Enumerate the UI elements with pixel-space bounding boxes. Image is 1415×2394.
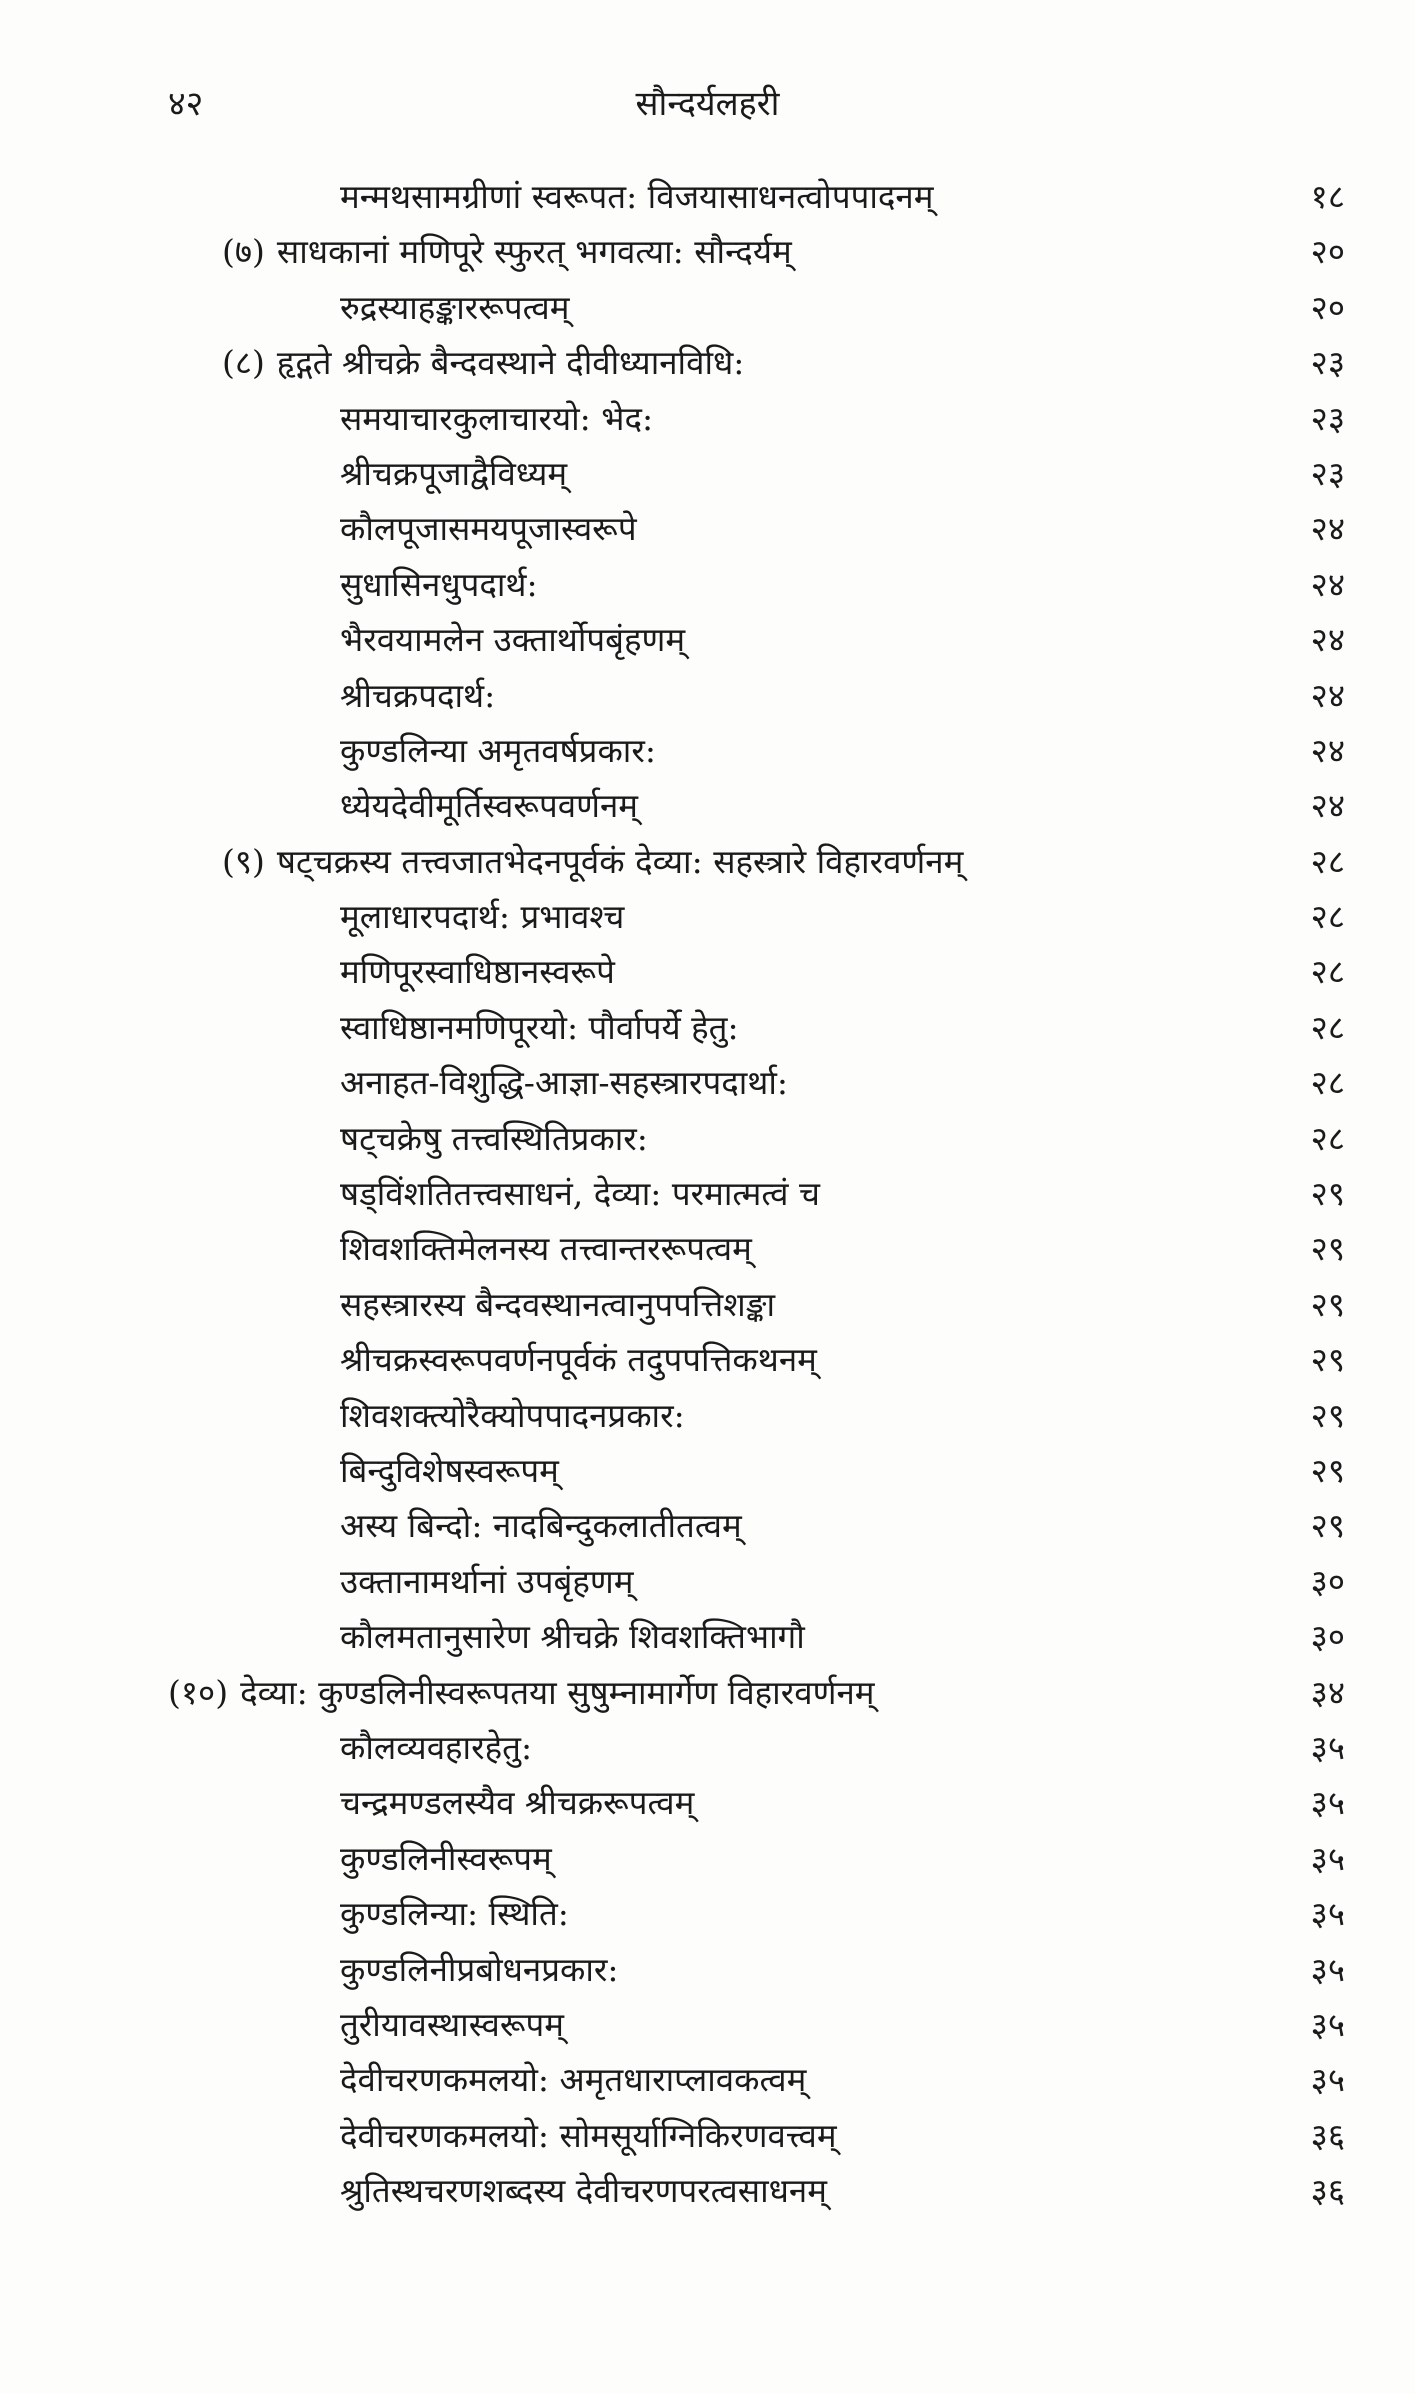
toc-page-number: १८ xyxy=(1310,177,1345,216)
toc-entry-title xyxy=(340,2004,564,2046)
toc-entry-label: श्रीचक्रपूजाद्वैविध्यम् xyxy=(340,453,568,493)
toc-entry-label: श्रीचक्रपदार्थ: xyxy=(340,675,496,715)
toc-entry-label: देव्या: कुण्डलिनीस्वरूपतया सुषुम्नामार्गेण विहारवर्णनम् xyxy=(240,1672,875,1712)
toc-entry-label: श्रुतिस्थचरणशब्दस्य देवीचरणपरत्वसाधनम् xyxy=(340,2171,827,2211)
toc-page-number: ३५ xyxy=(1310,1783,1345,1823)
toc-entry-label: कौलपूजासमयपूजास्वरूपे xyxy=(340,509,637,549)
toc-page-number: २९ xyxy=(1310,1450,1345,1490)
toc-page-number: २९ xyxy=(1310,1506,1345,1546)
toc-page-number: ३० xyxy=(1310,1561,1345,1601)
toc-page-number: २९ xyxy=(1310,1174,1345,1214)
toc-entry-title xyxy=(340,1893,569,1935)
toc-entry-label: सुधासिनधुपदार्थ: xyxy=(340,564,538,604)
toc-entry-title xyxy=(340,508,637,550)
toc-entry-row xyxy=(0,1832,1415,1887)
toc-entry-title xyxy=(340,1118,648,1160)
toc-entry-row xyxy=(0,1333,1415,1388)
toc-entry-label: कुण्डलिनीप्रबोधनप्रकार: xyxy=(340,1949,619,1989)
toc-entry-label: साधकानां मणिपूरे स्फुरत् भगवत्या: सौन्दर्यम् xyxy=(276,232,792,272)
toc-page-number: २३ xyxy=(1310,343,1345,383)
toc-entry-title xyxy=(340,453,567,495)
toc-entry-row xyxy=(0,447,1415,502)
toc-section-row xyxy=(0,835,1415,890)
toc-entry-label: कौलव्यवहारहेतु: xyxy=(340,1727,533,1767)
toc-page-number: २४ xyxy=(1310,675,1345,715)
toc-entry-title xyxy=(340,730,656,772)
toc-entry-row xyxy=(0,1056,1415,1111)
toc-entry-title xyxy=(340,398,653,440)
toc-entry-label: षड्विंशतितत्त्वसाधनं, देव्या: परमात्मत्वं च xyxy=(340,1174,820,1214)
toc-entry-title xyxy=(340,619,685,661)
toc-section-row xyxy=(0,1666,1415,1721)
toc-entry-label: षट्चक्रस्य तत्त्वजातभेदनपूर्वकं देव्या: सहस्त्रारे विहारवर्णनम् xyxy=(276,841,964,881)
toc-entry-label: शिवशक्त्योरैक्योपपादनप्रकार: xyxy=(340,1395,685,1435)
toc-entry-title xyxy=(340,785,638,827)
toc-page-number: ३५ xyxy=(1310,2060,1345,2100)
toc-page-number: २८ xyxy=(1310,1063,1345,1103)
toc-entry-label: बिन्दुविशेषस्वरूपम् xyxy=(340,1450,559,1490)
toc-entry-label: कुण्डलिन्या अमृतवर्षप्रकार: xyxy=(340,730,656,770)
toc-entry-row xyxy=(0,945,1415,1000)
toc-entry-row xyxy=(0,502,1415,557)
toc-entry-title xyxy=(340,1561,634,1603)
toc-page-number: ३५ xyxy=(1310,2004,1345,2044)
toc-entry-title xyxy=(340,1339,817,1381)
toc-entry-label: मन्मथसामग्रीणां स्वरूपत: विजयासाधनत्वोपपादनम् xyxy=(340,177,934,216)
toc-entry-row xyxy=(0,613,1415,668)
toc-entry-label: षट्चक्रेषु तत्त्वस्थितिप्रकार: xyxy=(340,1118,648,1158)
toc-entry-label: कौलमतानुसारेण श्रीचक्रे शिवशक्तिभागौ xyxy=(340,1617,805,1657)
toc-page-number: ३५ xyxy=(1310,1838,1345,1878)
toc-entry-row xyxy=(0,890,1415,945)
toc-page-number: २८ xyxy=(1310,1118,1345,1158)
toc-entry-title xyxy=(222,841,963,883)
toc-entry-title xyxy=(340,1284,775,1326)
toc-entry-row xyxy=(0,1389,1415,1444)
toc-entry-title xyxy=(340,2170,827,2212)
toc-entry-label: श्रीचक्रस्वरूपवर्णनपूर्वकं तदुपपत्तिकथनम् xyxy=(340,1340,817,1380)
toc-entry-label: कुण्डलिनीस्वरूपम् xyxy=(340,1838,552,1878)
toc-entry-label: कुण्डलिन्या: स्थिति: xyxy=(340,1894,569,1934)
toc-page-number: २९ xyxy=(1310,1395,1345,1435)
toc-entry-row xyxy=(0,724,1415,779)
toc-page-number: २८ xyxy=(1310,841,1345,881)
toc-entry-label: रुद्रस्याहङ्काररूपत्वम् xyxy=(340,287,570,327)
toc-entry-title xyxy=(340,951,615,993)
toc-entry-row xyxy=(0,1222,1415,1277)
toc-page-number: २० xyxy=(1310,287,1345,327)
toc-entry-row xyxy=(0,2053,1415,2108)
toc-section-row xyxy=(0,336,1415,391)
toc-entry-title xyxy=(222,231,792,273)
toc-entry-row xyxy=(0,1001,1415,1056)
toc-entry-title xyxy=(168,1672,875,1714)
toc-page-number: ३५ xyxy=(1310,1727,1345,1767)
toc-entry-label: भैरवयामलेन उक्तार्थोपबृंहणम् xyxy=(340,620,686,660)
toc-entry-title xyxy=(340,1949,619,1991)
toc-entry-row xyxy=(0,558,1415,613)
toc-entry-row xyxy=(0,2164,1415,2219)
toc-entry-label: समयाचारकुलाचारयो: भेद: xyxy=(340,398,654,438)
toc-entry-title xyxy=(340,287,569,329)
toc-entry-title xyxy=(340,2059,806,2101)
toc-entry-row xyxy=(0,1610,1415,1665)
toc-page-number: २८ xyxy=(1310,1007,1345,1047)
toc-entry-title xyxy=(340,1727,532,1769)
toc-page-number: २८ xyxy=(1310,897,1345,937)
toc-entry-row xyxy=(0,1943,1415,1998)
toc-entry-label: मूलाधारपदार्थ: प्रभावश्च xyxy=(340,897,625,937)
toc-entry-title xyxy=(340,176,933,218)
toc-entry-row xyxy=(0,1998,1415,2053)
toc-entry-label: चन्द्रमण्डलस्यैव श्रीचक्ररूपत्वम् xyxy=(340,1783,695,1823)
toc-entry-title xyxy=(340,1838,552,1880)
toc-entry-title xyxy=(340,1505,742,1547)
section-number: (१०) xyxy=(168,1672,229,1712)
toc-entry-title xyxy=(340,1228,752,1270)
toc-entry-title xyxy=(340,1782,694,1824)
toc-entry-title xyxy=(340,1062,788,1104)
toc-page-number: ३० xyxy=(1310,1617,1345,1657)
toc-entry-label: हृद्गते श्रीचक्रे बैन्दवस्थाने दीवीध्यानविधि: xyxy=(276,343,745,383)
toc-entry-row xyxy=(0,669,1415,724)
toc-entry-label: स्वाधिष्ठानमणिपूरयो: पौर्वापर्ये हेतु: xyxy=(340,1007,739,1047)
table-of-contents xyxy=(0,170,1415,2219)
toc-page-number: ३५ xyxy=(1310,1949,1345,1989)
toc-entry-row xyxy=(0,1555,1415,1610)
toc-page-number: २४ xyxy=(1310,730,1345,770)
toc-entry-row xyxy=(0,170,1415,225)
toc-entry-label: उक्तानामर्थानां उपबृंहणम् xyxy=(340,1561,634,1601)
toc-page-number: २४ xyxy=(1310,509,1345,549)
toc-page-number: २९ xyxy=(1310,1340,1345,1380)
toc-entry-label: तुरीयावस्थास्वरूपम् xyxy=(340,2004,565,2044)
toc-entry-row xyxy=(0,1112,1415,1167)
toc-entry-label: ध्येयदेवीमूर्तिस्वरूपवर्णनम् xyxy=(340,786,639,826)
section-number: (९) xyxy=(222,841,265,881)
toc-entry-row xyxy=(0,779,1415,834)
toc-page-number: २९ xyxy=(1310,1284,1345,1324)
toc-entry-title xyxy=(340,1616,805,1658)
toc-entry-row xyxy=(0,1499,1415,1554)
toc-entry-label: शिवशक्तिमेलनस्य तत्त्वान्तररूपत्वम् xyxy=(340,1229,752,1269)
toc-page-number: ३५ xyxy=(1310,1894,1345,1934)
toc-page-number: २८ xyxy=(1310,952,1345,992)
toc-entry-title xyxy=(222,342,744,384)
toc-entry-row xyxy=(0,2109,1415,2164)
toc-entry-label: देवीचरणकमलयो: सोमसूर्याग्निकिरणवत्त्वम् xyxy=(340,2115,837,2155)
toc-entry-row xyxy=(0,1278,1415,1333)
toc-entry-row xyxy=(0,1887,1415,1942)
page-number: ४२ xyxy=(168,84,204,124)
toc-page-number: २४ xyxy=(1310,786,1345,826)
toc-page-number: २३ xyxy=(1310,453,1345,493)
toc-page-number: २४ xyxy=(1310,620,1345,660)
running-title: सौन्दर्यलहरी xyxy=(635,84,780,124)
toc-page-number: २४ xyxy=(1310,564,1345,604)
toc-page-number: ३६ xyxy=(1310,2171,1345,2211)
toc-page-number: २० xyxy=(1310,232,1345,272)
toc-entry-row xyxy=(0,392,1415,447)
toc-entry-row xyxy=(0,1776,1415,1831)
toc-entry-label: अनाहत-विशुद्धि-आज्ञा-सहस्त्रारपदार्था: xyxy=(340,1063,789,1103)
toc-entry-title xyxy=(340,564,538,606)
toc-entry-row xyxy=(0,1167,1415,1222)
toc-entry-label: देवीचरणकमलयो: अमृतधाराप्लावकत्वम् xyxy=(340,2060,807,2100)
section-number: (८) xyxy=(222,343,265,383)
toc-entry-title xyxy=(340,1450,559,1492)
toc-entry-title xyxy=(340,1007,739,1049)
toc-entry-label: अस्य बिन्दो: नादबिन्दुकलातीतत्वम् xyxy=(340,1506,742,1546)
toc-entry-title xyxy=(340,1173,820,1215)
toc-section-row xyxy=(0,225,1415,280)
toc-page-number: ३४ xyxy=(1310,1672,1345,1712)
toc-page-number: २३ xyxy=(1310,398,1345,438)
toc-entry-title xyxy=(340,2115,837,2157)
toc-entry-title xyxy=(340,675,495,717)
toc-page-number: ३६ xyxy=(1310,2115,1345,2155)
toc-entry-label: मणिपूरस्वाधिष्ठानस्वरूपे xyxy=(340,952,615,992)
toc-entry-row xyxy=(0,281,1415,336)
toc-page-number: २९ xyxy=(1310,1229,1345,1269)
toc-entry-title xyxy=(340,896,624,938)
toc-entry-row xyxy=(0,1721,1415,1776)
toc-entry-row xyxy=(0,1444,1415,1499)
toc-entry-title xyxy=(340,1395,685,1437)
toc-entry-label: सहस्त्रारस्य बैन्दवस्थानत्वानुपपत्तिशङ्का xyxy=(340,1284,776,1324)
section-number: (७) xyxy=(222,232,265,272)
